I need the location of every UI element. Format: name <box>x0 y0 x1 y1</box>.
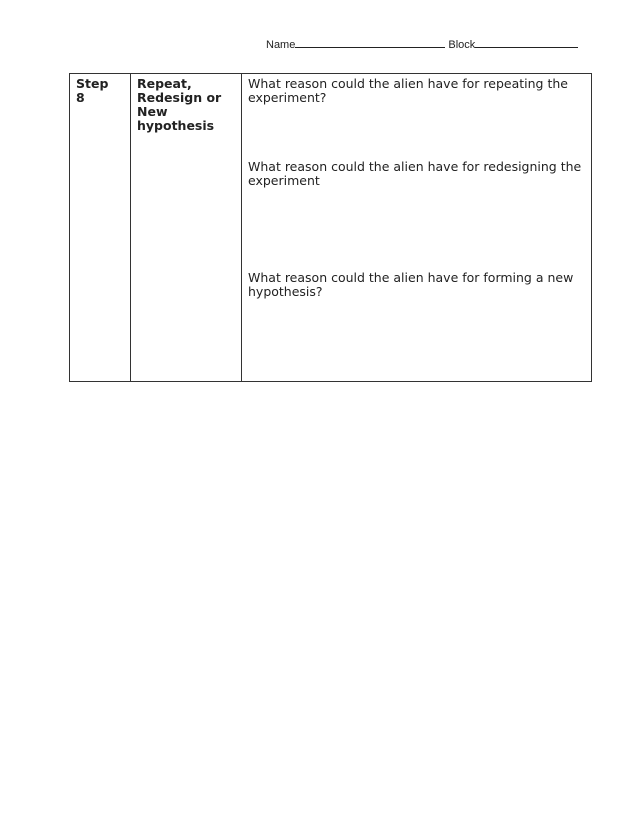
question-redesign: What reason could the alien have for redesigning the experiment <box>248 159 582 188</box>
step-title: Repeat, Redesign or New hypothesis <box>137 76 222 133</box>
step-title-cell <box>131 74 242 382</box>
block-label: Block <box>448 39 476 51</box>
questions-cell <box>242 74 592 382</box>
step-label: Step 8 <box>76 76 109 105</box>
page-header <box>266 38 578 51</box>
step-cell <box>70 74 131 382</box>
worksheet-table <box>69 73 592 382</box>
table-row <box>70 74 592 382</box>
question-new-hypothesis: What reason could the alien have for forming a new hypothesis? <box>248 270 574 299</box>
block-blank-line[interactable] <box>475 38 578 48</box>
name-label: Name <box>266 39 296 51</box>
question-repeat: What reason could the alien have for repeating the experiment? <box>248 76 568 105</box>
name-blank-line[interactable] <box>295 38 445 48</box>
